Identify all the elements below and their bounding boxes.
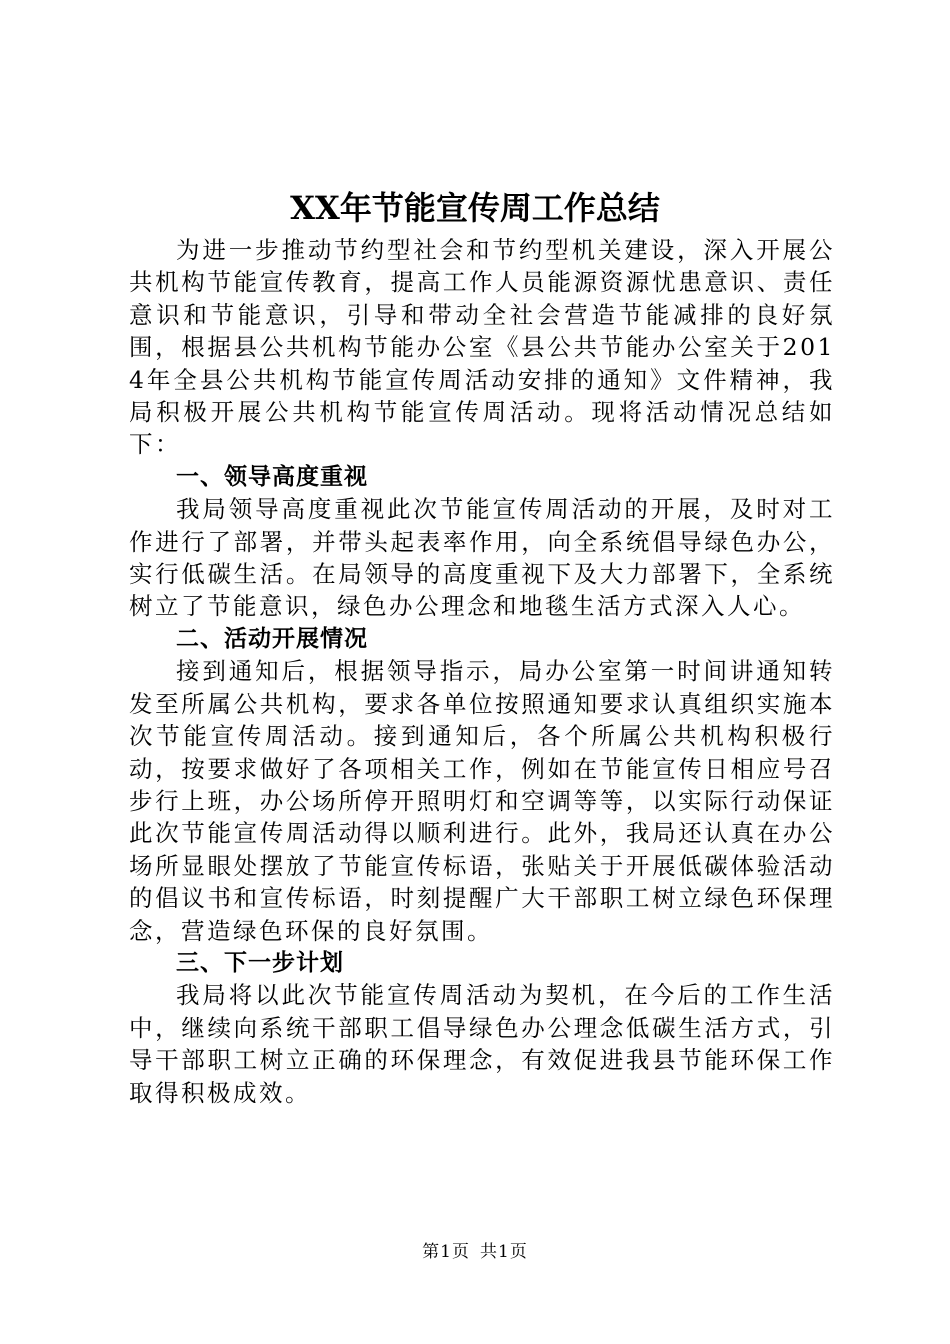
page-total: 共1页 [480,1242,528,1262]
page-number: 第1页 [422,1242,470,1262]
document-title: XX年节能宣传周工作总结 [290,189,660,227]
section-paragraph-activities: 接到通知后，根据领导指示，局办公室第一时间讲通知转发至所属公共机构，要求各单位按照通知要求认真组织实施本次节能宣传周活动。接到通知后，各个所属公共机构积极行动，按要求做好了各项相关工作，例如在节能宣传日相应号召步行上班，办公场所停开照明灯和空调等等，以实际行动保证此次节能宣传周活动得以顺利进行。此外，我局还认真在办公场所显眼处摆放了节能宣传标语，张贴关于开展低碳体验活动的倡议书和宣传标语，时刻提醒广大干部职工树立绿色环保理念，营造绿色环保的良好氛围。 [129,657,835,945]
section-paragraph-leadership: 我局领导高度重视此次节能宣传周活动的开展，及时对工作进行了部署，并带头起表率作用，向全系统倡导绿色办公，实行低碳生活。在局领导的高度重视下及大力部署下，全系统树立了节能意识，绿色办公理念和地毯生活方式深入人心。 [129,495,835,621]
section-paragraph-next-plan: 我局将以此次节能宣传周活动为契机，在今后的工作生活中，继续向系统干部职工倡导绿色办公理念低碳生活方式，引导干部职工树立正确的环保理念，有效促进我县节能环保工作取得积极成效。 [129,981,835,1107]
section-heading-activities: 二、活动开展情况 [176,625,368,652]
intro-paragraph: 为进一步推动节约型社会和节约型机关建设，深入开展公共机构节能宣传教育，提高工作人员能源资源忧患意识、责任意识和节能意识，引导和带动全社会营造节能减排的良好氛围，根据县公共机构节能办公室《县公共节能办公室关于2014年全县公共机构节能宣传周活动安排的通知》文件精神，我局积极开展公共机构节能宣传周活动。现将活动情况总结如下： [129,236,835,459]
section-heading-leadership: 一、领导高度重视 [176,463,368,490]
section-heading-next-plan: 三、下一步计划 [176,949,344,976]
page-footer [0,1240,950,1264]
document-body [129,234,835,1109]
